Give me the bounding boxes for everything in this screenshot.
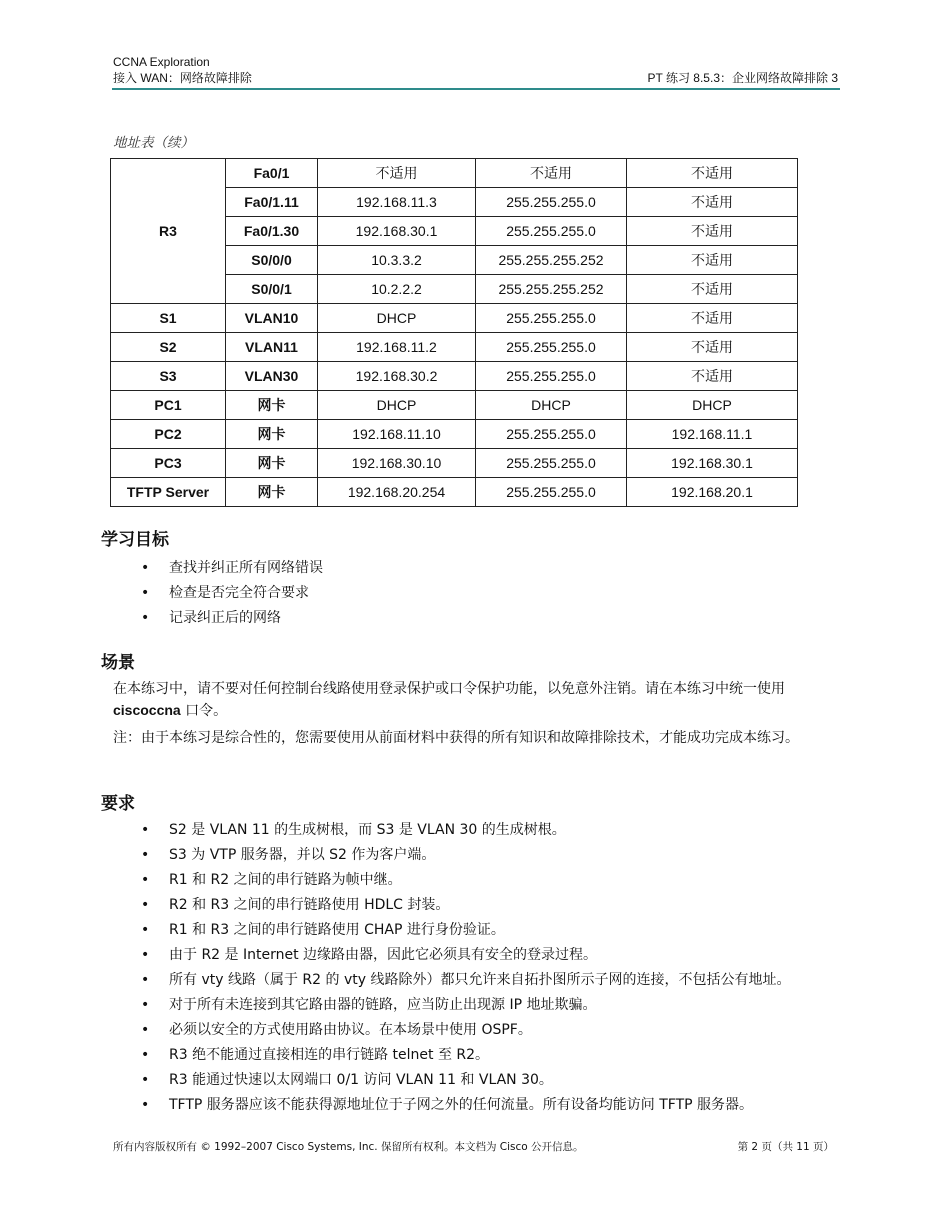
list-item	[141, 920, 826, 941]
ip-address-cell: 192.168.11.10	[318, 420, 476, 449]
subnet-mask-cell: 255.255.255.252	[476, 275, 627, 304]
list-item	[141, 1070, 826, 1091]
list-item-text: 所有 vty 线路（属于 R2 的 vty 线路除外）都只允许来自拓扑图所示子网的连接，不包括公有地址。	[169, 972, 791, 988]
header-activity: PT 练习 8.5.3：企业网络故障排除 3	[647, 71, 838, 85]
bullet-icon: •	[141, 922, 150, 938]
interface-cell: VLAN30	[226, 362, 318, 391]
default-gateway-cell: 不适用	[627, 362, 798, 391]
ip-address-cell: 10.3.3.2	[318, 246, 476, 275]
list-item-text: 必须以安全的方式使用路由协议。在本场景中使用 OSPF。	[169, 1022, 532, 1038]
list-item-text: 由于 R2 是 Internet 边缘路由器，因此它必须具有安全的登录过程。	[169, 947, 598, 963]
interface-cell: Fa0/1.11	[226, 188, 318, 217]
objectives-heading: 学习目标	[101, 530, 169, 550]
interface-cell: VLAN11	[226, 333, 318, 362]
list-item	[141, 945, 826, 966]
bullet-icon: •	[141, 1072, 150, 1088]
device-cell: S3	[111, 362, 226, 391]
list-item	[141, 820, 826, 841]
device-cell: PC2	[111, 420, 226, 449]
table-caption: 地址表（续）	[113, 135, 194, 151]
subnet-mask-cell: 不适用	[476, 159, 627, 188]
list-item-text: 记录纠正后的网络	[169, 610, 281, 626]
list-item	[141, 995, 826, 1016]
password-keyword: ciscoccna	[113, 702, 181, 718]
bullet-icon: •	[141, 560, 150, 576]
list-item-text: TFTP 服务器应该不能获得源地址位于子网之外的任何流量。所有设备均能访问 TFTP 服务器。	[169, 1097, 754, 1113]
interface-cell: 网卡	[226, 478, 318, 507]
footer-page-number: 第 2 页（共 11 页）	[737, 1141, 834, 1153]
ip-address-cell: 192.168.30.10	[318, 449, 476, 478]
table-row	[111, 333, 798, 362]
ip-address-cell: 不适用	[318, 159, 476, 188]
list-item-text: R1 和 R2 之间的串行链路为帧中继。	[169, 872, 402, 888]
list-item-text: S2 是 VLAN 11 的生成树根，而 S3 是 VLAN 30 的生成树根。	[169, 822, 566, 838]
subnet-mask-cell: 255.255.255.0	[476, 362, 627, 391]
list-item	[141, 970, 826, 991]
interface-cell: S0/0/0	[226, 246, 318, 275]
default-gateway-cell: 192.168.20.1	[627, 478, 798, 507]
bullet-icon: •	[141, 872, 150, 888]
bullet-icon: •	[141, 1097, 150, 1113]
bullet-icon: •	[141, 997, 150, 1013]
bullet-icon: •	[141, 972, 150, 988]
list-item-text: 查找并纠正所有网络错误	[169, 560, 323, 576]
subnet-mask-cell: 255.255.255.0	[476, 449, 627, 478]
list-item	[141, 845, 826, 866]
device-cell: R3	[111, 159, 226, 304]
table-row	[111, 478, 798, 507]
list-item-text: R3 能通过快速以太网端口 0/1 访问 VLAN 11 和 VLAN 30。	[169, 1072, 553, 1088]
header-divider	[112, 88, 840, 90]
subnet-mask-cell: 255.255.255.252	[476, 246, 627, 275]
interface-cell: VLAN10	[226, 304, 318, 333]
ip-address-cell: 192.168.30.1	[318, 217, 476, 246]
default-gateway-cell: 不适用	[627, 275, 798, 304]
device-cell: S1	[111, 304, 226, 333]
default-gateway-cell: 不适用	[627, 304, 798, 333]
header-course: CCNA Exploration	[113, 55, 210, 69]
interface-cell: Fa0/1	[226, 159, 318, 188]
default-gateway-cell: 不适用	[627, 188, 798, 217]
list-item	[141, 556, 323, 581]
scenario-note: 注：由于本练习是综合性的，您需要使用从前面材料中获得的所有知识和故障排除技术，才能成功完成本练习。	[113, 730, 799, 746]
default-gateway-cell: 不适用	[627, 159, 798, 188]
default-gateway-cell: 192.168.30.1	[627, 449, 798, 478]
default-gateway-cell: DHCP	[627, 391, 798, 420]
ip-address-cell: 192.168.20.254	[318, 478, 476, 507]
bullet-icon: •	[141, 822, 150, 838]
interface-cell: Fa0/1.30	[226, 217, 318, 246]
list-item	[141, 581, 323, 606]
interface-cell: 网卡	[226, 449, 318, 478]
address-table	[110, 158, 798, 507]
bullet-icon: •	[141, 1047, 150, 1063]
subnet-mask-cell: 255.255.255.0	[476, 304, 627, 333]
default-gateway-cell: 不适用	[627, 246, 798, 275]
list-item	[141, 870, 826, 891]
bullet-icon: •	[141, 610, 150, 626]
subnet-mask-cell: 255.255.255.0	[476, 420, 627, 449]
interface-cell: 网卡	[226, 391, 318, 420]
list-item-text: R2 和 R3 之间的串行链路使用 HDLC 封装。	[169, 897, 450, 913]
list-item-text: R3 绝不能通过直接相连的串行链路 telnet 至 R2。	[169, 1047, 490, 1063]
list-item	[141, 1045, 826, 1066]
table-row	[111, 304, 798, 333]
list-item-text: R1 和 R3 之间的串行链路使用 CHAP 进行身份验证。	[169, 922, 505, 938]
subnet-mask-cell: 255.255.255.0	[476, 478, 627, 507]
default-gateway-cell: 192.168.11.1	[627, 420, 798, 449]
bullet-icon: •	[141, 847, 150, 863]
bullet-icon: •	[141, 947, 150, 963]
device-cell: PC3	[111, 449, 226, 478]
ip-address-cell: DHCP	[318, 391, 476, 420]
requirements-heading: 要求	[101, 794, 135, 814]
list-item	[141, 1095, 826, 1116]
list-item-text: S3 为 VTP 服务器，并以 S2 作为客户端。	[169, 847, 436, 863]
ip-address-cell: 192.168.30.2	[318, 362, 476, 391]
device-cell: TFTP Server	[111, 478, 226, 507]
bullet-icon: •	[141, 1022, 150, 1038]
default-gateway-cell: 不适用	[627, 333, 798, 362]
interface-cell: 网卡	[226, 420, 318, 449]
subnet-mask-cell: 255.255.255.0	[476, 217, 627, 246]
ip-address-cell: 192.168.11.3	[318, 188, 476, 217]
default-gateway-cell: 不适用	[627, 217, 798, 246]
bullet-icon: •	[141, 585, 150, 601]
table-row	[111, 159, 798, 188]
table-row	[111, 362, 798, 391]
device-cell: PC1	[111, 391, 226, 420]
subnet-mask-cell: 255.255.255.0	[476, 188, 627, 217]
table-row	[111, 391, 798, 420]
scenario-heading: 场景	[101, 653, 135, 673]
subnet-mask-cell: DHCP	[476, 391, 627, 420]
ip-address-cell: 192.168.11.2	[318, 333, 476, 362]
header-module: 接入 WAN：网络故障排除	[113, 71, 252, 85]
table-row	[111, 420, 798, 449]
ip-address-cell: DHCP	[318, 304, 476, 333]
bullet-icon: •	[141, 897, 150, 913]
device-cell: S2	[111, 333, 226, 362]
subnet-mask-cell: 255.255.255.0	[476, 333, 627, 362]
footer-copyright: 所有内容版权所有 © 1992–2007 Cisco Systems, Inc. 保留所有权利。本文档为 Cisco 公开信息。	[113, 1141, 584, 1153]
list-item	[141, 606, 323, 631]
objectives-list	[141, 556, 323, 631]
list-item	[141, 895, 826, 916]
requirements-list	[141, 820, 826, 1120]
list-item-text: 对于所有未连接到其它路由器的链路，应当防止出现源 IP 地址欺骗。	[169, 997, 597, 1013]
interface-cell: S0/0/1	[226, 275, 318, 304]
list-item	[141, 1020, 826, 1041]
list-item-text: 检查是否完全符合要求	[169, 585, 309, 601]
ip-address-cell: 10.2.2.2	[318, 275, 476, 304]
table-row	[111, 449, 798, 478]
scenario-paragraph: 在本练习中，请不要对任何控制台线路使用登录保护或口令保护功能，以免意外注销。请在本练习中统一使用 ciscoccna 口令。	[113, 681, 785, 719]
